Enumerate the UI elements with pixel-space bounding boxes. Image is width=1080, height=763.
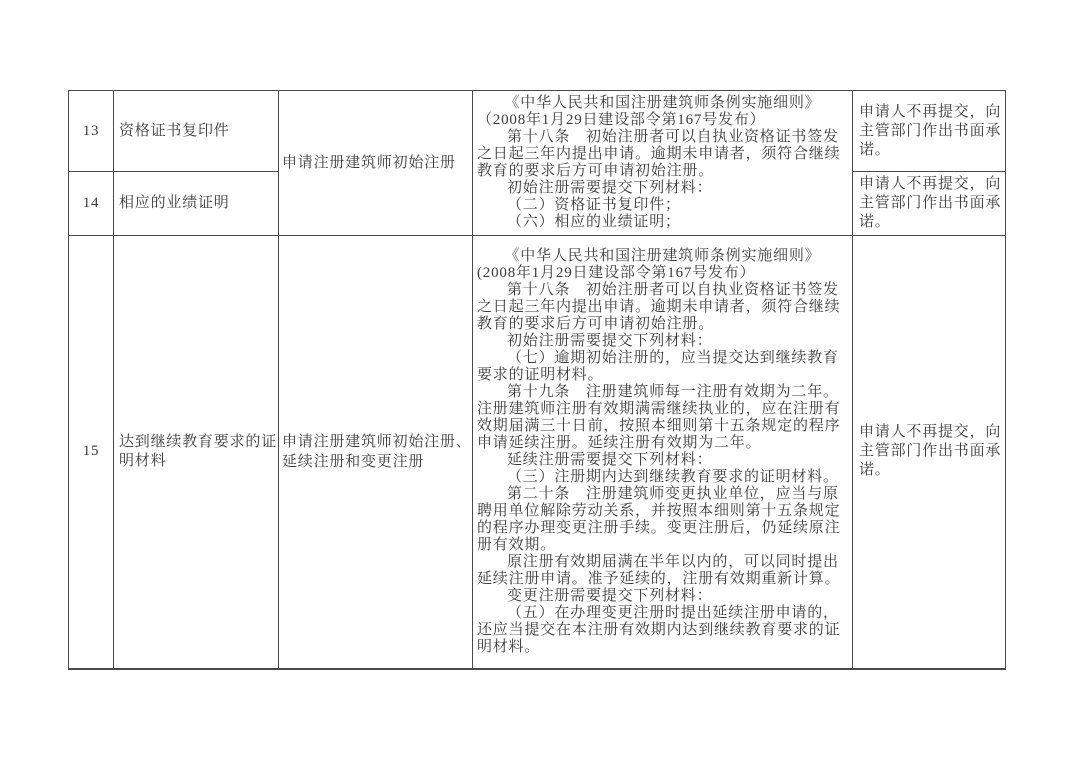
legal-basis-cell-13-14 xyxy=(473,91,853,236)
material-name-cell-14: 相应的业绩证明 xyxy=(114,172,279,236)
basis-paragraph: （三）注册期内达到继续教育要求的证明材料。 xyxy=(507,468,839,485)
table-row-15 xyxy=(69,236,1006,669)
note-cell-13: 申请人不再提交，向主管部门作出书面承诺。 xyxy=(853,91,1006,172)
basis-paragraph: 第十八条 初始注册者可以自执业资格证书签发之日起三年内提出申请。逾期未申请者，须符合继续教育的要求后方可申请初始注册。 xyxy=(477,129,841,179)
basis-paragraph: 第二十条 注册建筑师变更执业单位，应当与原聘用单位解除劳动关系，并按照本细则第十五条规定的程序办理变更注册手续。变更注册后，仍延续原注册有效期。 xyxy=(477,485,841,553)
basis-paragraph: 延续注册需要提交下列材料： xyxy=(507,451,713,468)
material-name-cell-15: 达到继续教育要求的证明材料 xyxy=(114,236,279,669)
table-row-13 xyxy=(69,91,1006,172)
basis-title: 《中华人民共和国注册建筑师条例实施细则》 xyxy=(504,95,821,111)
basis-paragraph: 初始注册需要提交下列材料： xyxy=(507,332,713,349)
basis-paragraph: 原注册有效期届满在半年以内的，可以同时提出延续注册申请。准予延续的，注册有效期重新计算。 xyxy=(477,553,841,587)
basis-paragraph: （五）在办理变更注册时提出延续注册申请的，还应当提交在本注册有效期内达到继续教育要求的证明材料。 xyxy=(477,604,841,655)
document-table xyxy=(68,90,1006,670)
row-number-cell-14: 14 xyxy=(69,172,114,236)
basis-issue-line: (2008年1月29日建设部令第167号发布） xyxy=(477,264,756,281)
basis-paragraph: 变更注册需要提交下列材料： xyxy=(507,587,713,604)
basis-issue-line: （2008年1月29日建设部令第167号发布） xyxy=(477,112,766,128)
application-type-cell-15: 申请注册建筑师初始注册、延续注册和变更注册 xyxy=(279,236,473,669)
note-cell-14: 申请人不再提交，向主管部门作出书面承诺。 xyxy=(853,172,1006,236)
basis-paragraph: 初始注册需要提交下列材料： xyxy=(507,180,713,196)
legal-basis-cell-15 xyxy=(473,236,853,669)
basis-title: 《中华人民共和国注册建筑师条例实施细则》 xyxy=(504,247,821,264)
row-number-cell-13: 13 xyxy=(69,91,114,172)
basis-paragraph: 第十九条 注册建筑师每一注册有效期为二年。注册建筑师注册有效期满需继续执业的，应在注册有效期届满三十日前，按照本细则第十五条规定的程序申请延续注册。延续注册有效期为二年。 xyxy=(477,383,841,451)
basis-paragraph: （七）逾期初始注册的，应当提交达到继续教育要求的证明材料。 xyxy=(477,349,839,383)
basis-paragraph: （六）相应的业绩证明； xyxy=(507,214,681,230)
basis-paragraph: （二）资格证书复印件； xyxy=(507,197,681,213)
row-number-cell-15: 15 xyxy=(69,236,114,669)
material-name-cell-13: 资格证书复印件 xyxy=(114,91,279,172)
basis-paragraph: 第十八条 初始注册者可以自执业资格证书签发之日起三年内提出申请。逾期未申请者，须符合继续教育的要求后方可申请初始注册。 xyxy=(477,281,841,332)
application-type-cell-13-14: 申请注册建筑师初始注册 xyxy=(279,91,473,236)
note-cell-15: 申请人不再提交，向主管部门作出书面承诺。 xyxy=(853,236,1006,669)
